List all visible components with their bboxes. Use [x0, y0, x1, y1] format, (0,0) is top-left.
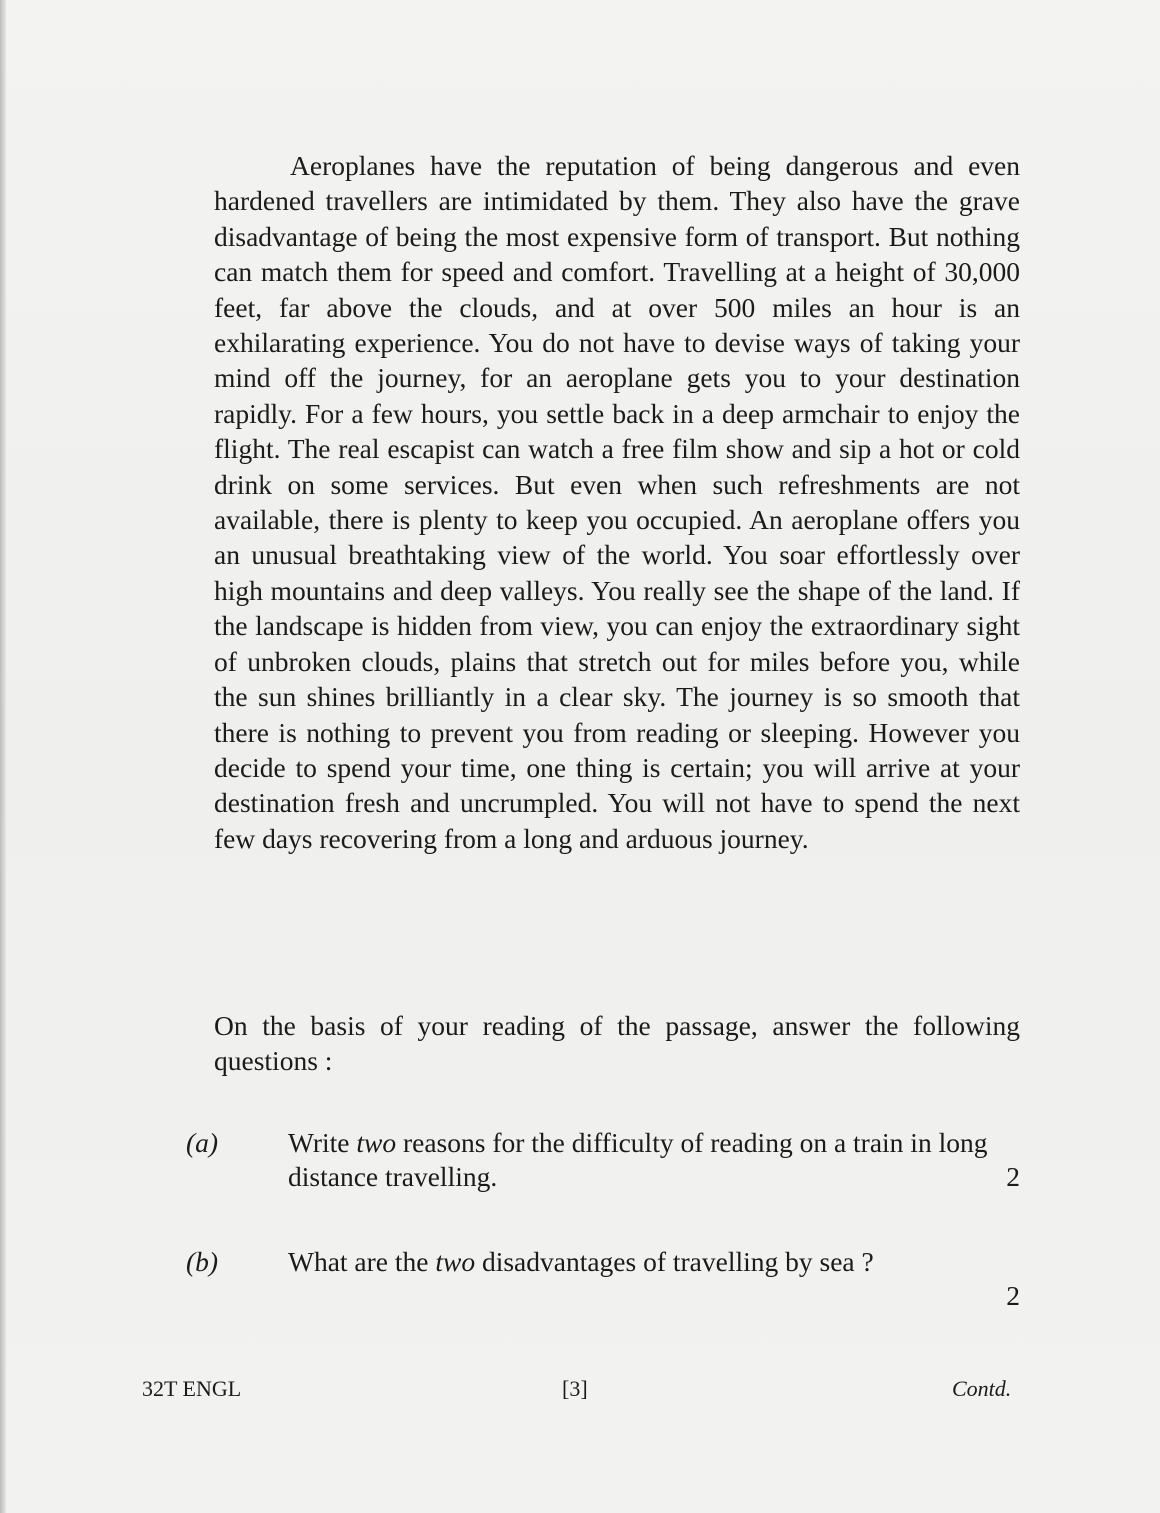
question-a-label: (a) [186, 1127, 219, 1158]
question-b-label: (b) [186, 1246, 219, 1277]
reading-passage: Aeroplanes have the reputation of being dangerous and even hardened travellers are intimidated by them. They also have the grave disadvantage of being the most expensive form of transport. But nothing can match them for speed and comfort. Travelling at a height of 30,000 feet, far above the clouds, and at over 500 miles an hour is an exhilarating experience. You do not have to devise ways of taking your mind off the journey, for an aeroplane gets you to your destination rapidly. For a few hours, you settle back in a deep armchair to enjoy the flight. The real escapist can watch a free film show and sip a hot or cold drink on some services. But even when such refreshments are not available, there is plenty to keep you occupied. An aeroplane offers you an unusual breathtaking view of the world. You soar effortlessly over high mountains and deep valleys. You really see the shape of the land. If the landscape is hidden from view, you can enjoy the extraordinary sight of unbroken clouds, plains that stretch out for miles before you, while the sun shines brilliantly in a clear sky. The journey is so smooth that there is nothing to prevent you from reading or sleeping. However you decide to spend your time, one thing is certain; you will arrive at your destination fresh and uncrumpled. You will not have to spend the next few days recovering from a long and arduous journey. [214, 150, 1020, 854]
question-b-text [288, 1245, 988, 1279]
question-b-emphasis: two [435, 1246, 476, 1277]
question-instruction: On the basis of your reading of the passage, answer the following questions : [214, 1010, 1020, 1076]
question-b-text-start: What are the [288, 1246, 436, 1277]
question-a-marks: 2 [1006, 1161, 1020, 1192]
footer-paper-code: 32T ENGL [142, 1376, 242, 1401]
question-a-text [288, 1126, 988, 1194]
question-a-text-end: reasons for the difficulty of reading on a train in long distance travelling. [288, 1127, 988, 1192]
question-b-marks: 2 [1006, 1280, 1020, 1311]
footer-page-number: [3] [562, 1376, 588, 1401]
question-b-text-end: disadvantages of travelling by sea ? [475, 1246, 874, 1277]
footer-continued: Contd. [952, 1376, 1012, 1401]
page-edge-shadow [0, 0, 6, 1513]
question-a-emphasis: two [356, 1127, 397, 1158]
question-a-text-start: Write [288, 1127, 357, 1158]
